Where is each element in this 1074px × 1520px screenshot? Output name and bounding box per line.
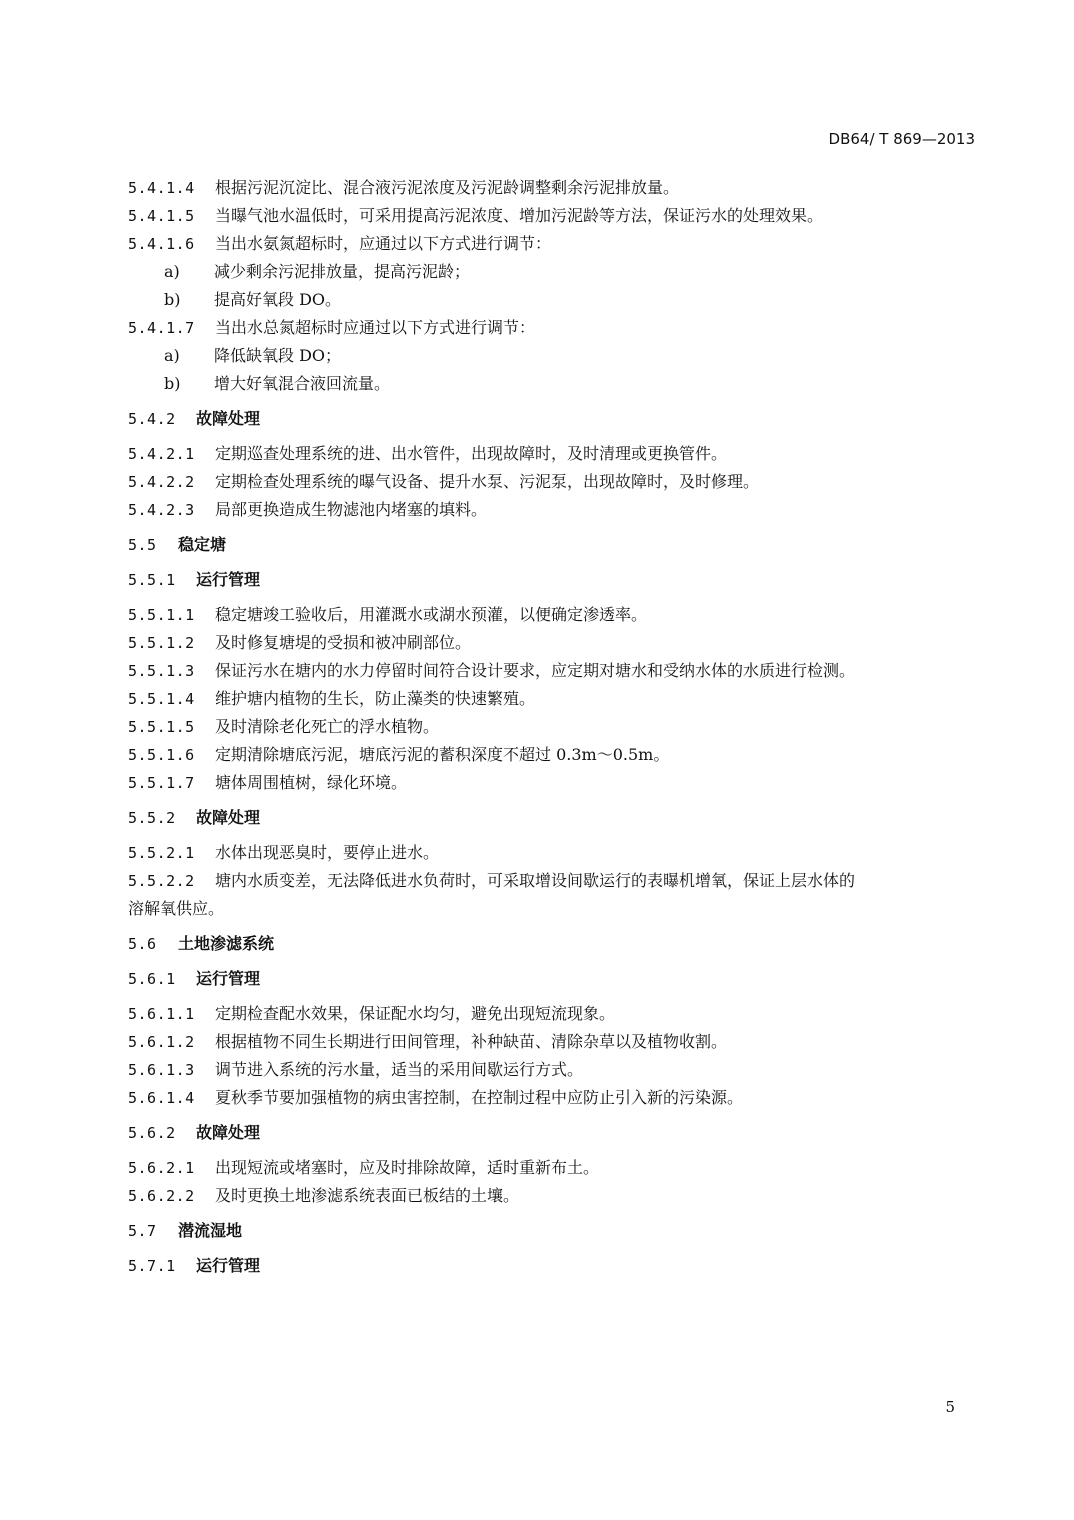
clause-number: 5.4.2 bbox=[128, 410, 176, 428]
clause-item bbox=[128, 713, 974, 741]
subsection-heading bbox=[128, 405, 974, 433]
clause-text: 水体出现恶臭时，要停止进水。 bbox=[215, 843, 440, 862]
clause-number: 5.5.1 bbox=[128, 571, 176, 589]
clause-item bbox=[128, 685, 974, 713]
clause-text: 当曝气池水温低时，可采用提高污泥浓度、增加污泥龄等方法，保证污水的处理效果。 bbox=[215, 206, 824, 225]
clause-item bbox=[128, 867, 974, 895]
clause-item bbox=[128, 629, 974, 657]
clause-text: 及时修复塘堤的受损和被冲刷部位。 bbox=[215, 633, 472, 652]
list-label: b) bbox=[164, 290, 181, 309]
clause-item bbox=[128, 741, 974, 769]
clause-text: 当出水总氮超标时应通过以下方式进行调节： bbox=[215, 318, 536, 337]
clause-number: 5.5.1.4 bbox=[128, 690, 195, 708]
clause-number: 5.6.1.2 bbox=[128, 1033, 195, 1051]
clause-number: 5.5.1.5 bbox=[128, 718, 195, 736]
clause-text: 故障处理 bbox=[196, 808, 261, 827]
subsection-heading bbox=[128, 1119, 974, 1147]
clause-item bbox=[128, 174, 974, 202]
clause-text: 故障处理 bbox=[196, 1123, 261, 1142]
clause-text: 调节进入系统的污水量，适当的采用间歇运行方式。 bbox=[215, 1060, 584, 1079]
clause-number: 5.4.1.4 bbox=[128, 179, 195, 197]
list-label: b) bbox=[164, 374, 181, 393]
clause-number: 5.4.2.3 bbox=[128, 501, 195, 519]
clause-number: 5.4.1.5 bbox=[128, 207, 195, 225]
clause-number: 5.6.2.2 bbox=[128, 1187, 195, 1205]
clause-text: 降低缺氧段 DO； bbox=[214, 346, 342, 365]
clause-number: 5.5 bbox=[128, 536, 157, 554]
clause-text: 提高好氧段 DO。 bbox=[214, 290, 342, 309]
clause-text: 土地渗滤系统 bbox=[178, 934, 275, 953]
clause-number: 5.6.2.1 bbox=[128, 1159, 195, 1177]
clause-item bbox=[128, 202, 974, 230]
clause-text: 塘体周围植树，绿化环境。 bbox=[215, 773, 408, 792]
clause-number: 5.4.1.6 bbox=[128, 235, 195, 253]
list-item bbox=[128, 258, 974, 286]
clause-text: 稳定塘 bbox=[178, 535, 227, 554]
clause-text: 根据植物不同生长期进行田间管理，补种缺苗、清除杂草以及植物收割。 bbox=[215, 1032, 728, 1051]
clause-text: 及时清除老化死亡的浮水植物。 bbox=[215, 717, 440, 736]
clause-text: 及时更换土地渗滤系统表面已板结的土壤。 bbox=[215, 1186, 520, 1205]
document-code: DB64/ T 869—2013 bbox=[828, 130, 975, 148]
clause-text: 故障处理 bbox=[196, 409, 261, 428]
section-heading bbox=[128, 1217, 974, 1245]
clause-number: 5.6.2 bbox=[128, 1124, 176, 1142]
clause-number: 5.6 bbox=[128, 935, 157, 953]
clause-text: 定期清除塘底污泥，塘底污泥的蓄积深度不超过 0.3m～0.5m。 bbox=[215, 745, 670, 764]
clause-item bbox=[128, 839, 974, 867]
clause-text: 溶解氧供应。 bbox=[128, 899, 225, 918]
section-heading bbox=[128, 531, 974, 559]
clause-item bbox=[128, 230, 974, 258]
list-label: a) bbox=[164, 262, 180, 281]
clause-number: 5.7 bbox=[128, 1222, 157, 1240]
clause-number: 5.6.1.1 bbox=[128, 1005, 195, 1023]
clause-text: 保证污水在塘内的水力停留时间符合设计要求，应定期对塘水和受纳水体的水质进行检测。 bbox=[215, 661, 856, 680]
clause-number: 5.5.1.6 bbox=[128, 746, 195, 764]
subsection-heading bbox=[128, 566, 974, 594]
section-heading bbox=[128, 930, 974, 958]
clause-number: 5.5.1.1 bbox=[128, 606, 195, 624]
clause-item bbox=[128, 496, 974, 524]
clause-text: 维护塘内植物的生长，防止藻类的快速繁殖。 bbox=[215, 689, 536, 708]
list-item bbox=[128, 370, 974, 398]
subsection-heading bbox=[128, 965, 974, 993]
clause-text: 夏秋季节要加强植物的病虫害控制，在控制过程中应防止引入新的污染源。 bbox=[215, 1088, 744, 1107]
clause-number: 5.5.2.2 bbox=[128, 872, 195, 890]
clause-text: 运行管理 bbox=[196, 1256, 261, 1275]
subsection-heading bbox=[128, 1252, 974, 1280]
clause-number: 5.6.1.3 bbox=[128, 1061, 195, 1079]
clause-text: 定期检查处理系统的曝气设备、提升水泵、污泥泵，出现故障时，及时修理。 bbox=[215, 472, 760, 491]
list-item bbox=[128, 342, 974, 370]
clause-number: 5.6.1.4 bbox=[128, 1089, 195, 1107]
clause-item bbox=[128, 1182, 974, 1210]
clause-text: 运行管理 bbox=[196, 969, 261, 988]
clause-number: 5.4.2.1 bbox=[128, 445, 195, 463]
clause-text: 根据污泥沉淀比、混合液污泥浓度及污泥龄调整剩余污泥排放量。 bbox=[215, 178, 680, 197]
page-number: 5 bbox=[945, 1398, 955, 1416]
clause-item bbox=[128, 1028, 974, 1056]
clause-text: 出现短流或堵塞时，应及时排除故障，适时重新布土。 bbox=[215, 1158, 600, 1177]
clause-item bbox=[128, 1056, 974, 1084]
clause-text: 稳定塘竣工验收后，用灌溉水或湖水预灌，以便确定渗透率。 bbox=[215, 605, 648, 624]
list-item bbox=[128, 286, 974, 314]
clause-text: 定期巡查处理系统的进、出水管件，出现故障时，及时清理或更换管件。 bbox=[215, 444, 728, 463]
clause-text: 减少剩余污泥排放量，提高污泥龄； bbox=[214, 262, 471, 281]
clause-item bbox=[128, 601, 974, 629]
clause-number: 5.6.1 bbox=[128, 970, 176, 988]
clause-continuation bbox=[128, 895, 974, 923]
clause-item bbox=[128, 769, 974, 797]
clause-number: 5.7.1 bbox=[128, 1257, 176, 1275]
clause-item bbox=[128, 1084, 974, 1112]
clause-text: 塘内水质变差，无法降低进水负荷时，可采取增设间歇运行的表曝机增氧，保证上层水体的 bbox=[215, 871, 856, 890]
document-body bbox=[128, 174, 974, 1287]
clause-text: 局部更换造成生物滤池内堵塞的填料。 bbox=[215, 500, 488, 519]
clause-text: 定期检查配水效果，保证配水均匀，避免出现短流现象。 bbox=[215, 1004, 616, 1023]
clause-text: 当出水氨氮超标时，应通过以下方式进行调节： bbox=[215, 234, 552, 253]
clause-item bbox=[128, 440, 974, 468]
clause-number: 5.5.1.2 bbox=[128, 634, 195, 652]
clause-item bbox=[128, 1154, 974, 1182]
subsection-heading bbox=[128, 804, 974, 832]
clause-number: 5.5.1.7 bbox=[128, 774, 195, 792]
list-label: a) bbox=[164, 346, 180, 365]
clause-number: 5.4.2.2 bbox=[128, 473, 195, 491]
clause-number: 5.5.2 bbox=[128, 809, 176, 827]
clause-item bbox=[128, 314, 974, 342]
clause-text: 增大好氧混合液回流量。 bbox=[214, 374, 391, 393]
clause-text: 潜流湿地 bbox=[178, 1221, 243, 1240]
clause-item bbox=[128, 1000, 974, 1028]
clause-item bbox=[128, 657, 974, 685]
clause-number: 5.5.2.1 bbox=[128, 844, 195, 862]
clause-item bbox=[128, 468, 974, 496]
clause-number: 5.5.1.3 bbox=[128, 662, 195, 680]
clause-text: 运行管理 bbox=[196, 570, 261, 589]
clause-number: 5.4.1.7 bbox=[128, 319, 195, 337]
